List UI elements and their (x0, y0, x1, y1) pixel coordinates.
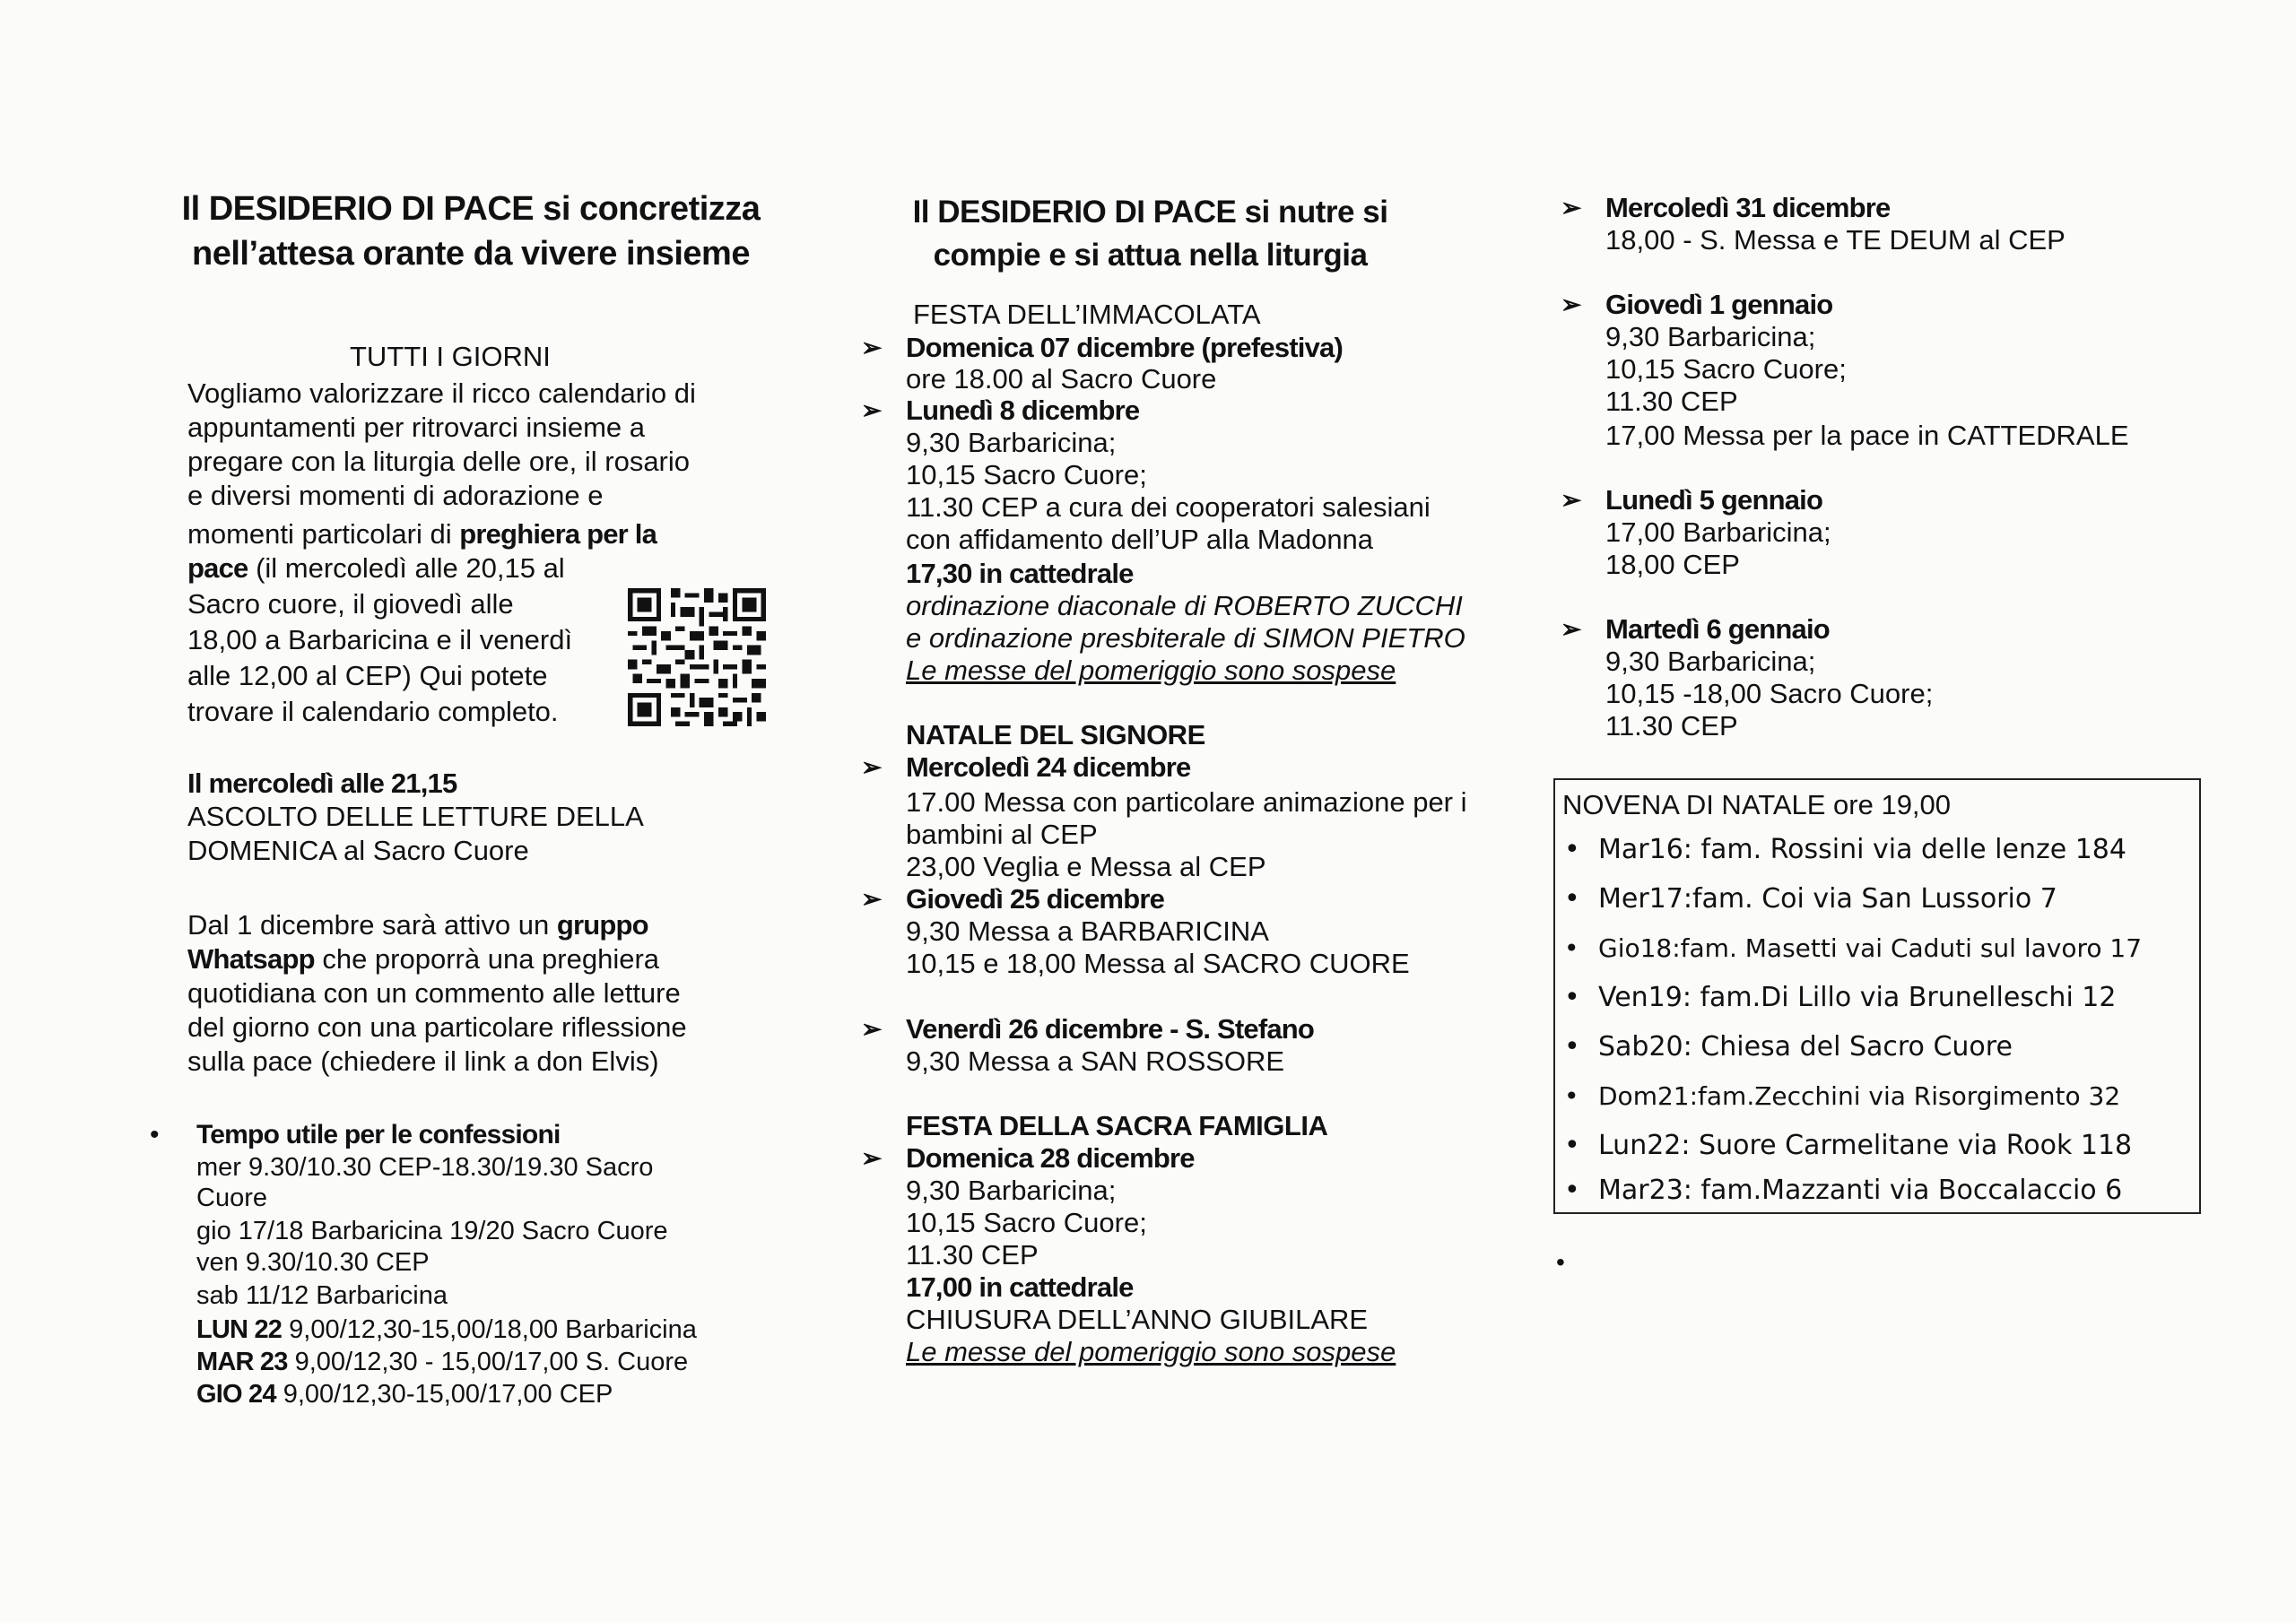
confession-line-1: mer 9.30/10.30 CEP-18.30/19.30 Sacro (196, 1153, 654, 1182)
novena-item (1564, 834, 2126, 866)
whatsapp-group-bold: gruppo (556, 909, 648, 941)
novena-item-text: Dom21:fam.Zecchini via Risorgimento 32 (1598, 1081, 2121, 1111)
daily-line-9: alle 12,00 al CEP) Qui potete (187, 660, 548, 691)
daily-line-5-text: momenti particolari di (187, 518, 460, 550)
holy-family-sunday-label: Domenica 28 dicembre (906, 1142, 1195, 1174)
wednesday-line-2: DOMENICA al Sacro Cuore (187, 835, 529, 866)
daily-line-4: e diversi momenti di adorazione e (187, 480, 604, 511)
christmas-heading: NATALE DEL SIGNORE (906, 719, 1205, 750)
novena-item (1564, 883, 2057, 915)
immacolata-sunday-label: Domenica 07 dicembre (prefestiva) (906, 332, 1344, 363)
jan5-line-1: 17,00 Barbaricina; (1605, 516, 1831, 548)
confession-mar-text: 9,00/12,30 - 15,00/17,00 S. Cuore (287, 1348, 689, 1376)
christmas-wed-line-3: 23,00 Veglia e Messa al CEP (906, 851, 1266, 882)
qr-code-icon[interactable] (628, 588, 766, 726)
immacolata-line-1: 9,30 Barbaricina; (906, 427, 1117, 458)
whatsapp-line-3: quotidiana con un commento alle letture (187, 977, 681, 1009)
christmas-wed-line-1: 17.00 Messa con particolare animazione per i (906, 786, 1467, 818)
novena-item-text: Ven19: fam.Di Lillo via Brunelleschi 12 (1598, 982, 2117, 1013)
santo-stefano-line: 9,30 Messa a SAN ROSSORE (906, 1045, 1285, 1077)
novena-item-text: Gio18:fam. Masetti vai Caduti sul lavoro 17 (1598, 933, 2143, 963)
holy-family-cathedral: 17,00 in cattedrale (906, 1271, 1134, 1303)
daily-heading: TUTTI I GIORNI (350, 341, 551, 372)
daily-line-8: 18,00 a Barbaricina e il venerdì (187, 624, 573, 655)
wednesday-line-1: ASCOLTO DELLE LETTURE DELLA (187, 801, 644, 832)
immacolata-line-2: 10,15 Sacro Cuore; (906, 459, 1147, 490)
confession-bullet-icon: • (150, 1120, 160, 1149)
jan1-label: Giovedì 1 gennaio (1605, 289, 1833, 320)
confession-line-3: gio 17/18 Barbaricina 19/20 Sacro Cuore (196, 1217, 668, 1245)
jan6-line-3: 11.30 CEP (1605, 710, 1738, 742)
novena-item (1564, 932, 2142, 965)
daily-line-3: pregare con la liturgia delle ore, il rosario (187, 446, 691, 477)
immacolata-line-4: con affidamento dell’UP alla Madonna (906, 524, 1374, 555)
arrow-icon: ➢ (1561, 615, 1582, 643)
jan6-label: Martedì 6 gennaio (1605, 613, 1830, 645)
bullet-icon: • (1564, 1130, 1580, 1161)
daily-line-5 (187, 518, 657, 551)
middle-title: Il DESIDERIO DI PACE si nutre si compie e si attua nella liturgia (912, 195, 1388, 273)
jan1-line-4: 17,00 Messa per la pace in CATTEDRALE (1605, 420, 2129, 451)
jan1-line-1: 9,30 Barbaricina; (1605, 321, 1816, 352)
confession-heading: Tempo utile per le confessioni (196, 1120, 561, 1149)
confession-line-4: ven 9.30/10.30 CEP (196, 1248, 430, 1277)
immacolata-line-3: 11.30 CEP a cura dei cooperatori salesiani (906, 491, 1431, 523)
arrow-icon: ➢ (861, 753, 883, 781)
daily-line-10: trovare il calendario completo. (187, 696, 559, 727)
immacolata-cathedral: 17,30 in cattedrale (906, 558, 1134, 589)
holy-family-note: Le messe del pomeriggio sono sospese (906, 1336, 1396, 1367)
holy-family-line-1: 9,30 Barbaricina; (906, 1175, 1117, 1206)
left-title: Il DESIDERIO DI PACE si concretizza nell’attesa orante da vivere insieme (181, 190, 761, 273)
arrow-icon: ➢ (1561, 486, 1582, 514)
whatsapp-line-1-text: Dal 1 dicembre sarà attivo un (187, 909, 557, 941)
bullet-icon: • (1564, 933, 1579, 963)
confession-line-2: Cuore (196, 1184, 267, 1212)
confession-line-lun (196, 1314, 697, 1345)
novena-heading: NOVENA DI NATALE ore 19,00 (1562, 789, 1952, 820)
confession-mar-label: MAR 23 (196, 1348, 288, 1376)
whatsapp-bold: Whatsapp (187, 943, 315, 975)
holy-family-line-2: 10,15 Sacro Cuore; (906, 1207, 1147, 1238)
christmas-wed-line-2: bambini al CEP (906, 819, 1098, 850)
novena-item (1564, 1130, 2132, 1162)
whatsapp-line-2 (187, 943, 659, 976)
confession-line-5: sab 11/12 Barbaricina (196, 1281, 448, 1310)
immacolata-ordination-2: e ordinazione presbiterale di SIMON PIETRO (906, 622, 1465, 654)
daily-line-2: appuntamenti per ritrovarci insieme a (187, 412, 646, 443)
jubilee-closing: CHIUSURA DELL’ANNO GIUBILARE (906, 1304, 1369, 1335)
arrow-icon: ➢ (861, 1015, 883, 1043)
confession-lun-text: 9,00/12,30-15,00/18,00 Barbaricina (282, 1315, 697, 1344)
immacolata-monday-label: Lunedì 8 dicembre (906, 395, 1140, 426)
whatsapp-line-5: sulla pace (chiedere il link a don Elvis) (187, 1045, 659, 1077)
stray-bullet-icon: • (1556, 1248, 1565, 1276)
bullet-icon: • (1564, 834, 1580, 865)
whatsapp-line-4: del giorno con una particolare riflessione (187, 1011, 687, 1043)
immacolata-note: Le messe del pomeriggio sono sospese (906, 655, 1396, 686)
bullet-icon: • (1564, 1081, 1579, 1111)
novena-item (1564, 982, 2117, 1014)
bullet-icon: • (1564, 1031, 1580, 1063)
daily-line-6-text: (il mercoledì alle 20,15 al (248, 552, 565, 584)
bullet-icon: • (1564, 883, 1580, 915)
arrow-icon: ➢ (861, 334, 883, 361)
novena-item (1564, 1031, 2013, 1063)
wednesday-heading: Il mercoledì alle 21,15 (187, 768, 457, 799)
holy-family-heading: FESTA DELLA SACRA FAMIGLIA (906, 1110, 1328, 1141)
jan6-line-1: 9,30 Barbaricina; (1605, 646, 1816, 677)
novena-item-text: Mer17:fam. Coi via San Lussorio 7 (1598, 883, 2057, 915)
jan5-label: Lunedì 5 gennaio (1605, 484, 1823, 516)
novena-item-text: Mar16: fam. Rossini via delle lenze 184 (1598, 834, 2126, 865)
arrow-icon: ➢ (861, 1144, 883, 1172)
confession-gio-label: GIO 24 (196, 1380, 276, 1409)
daily-line-1: Vogliamo valorizzare il ricco calendario di (187, 377, 696, 409)
whatsapp-line-1 (187, 909, 648, 942)
peace-bold: pace (187, 552, 248, 584)
novena-item-text: Mar23: fam.Mazzanti via Boccalaccio 6 (1598, 1175, 2123, 1206)
dec31-label: Mercoledì 31 dicembre (1605, 192, 1891, 223)
jan6-line-2: 10,15 -18,00 Sacro Cuore; (1605, 678, 1934, 709)
jan5-line-2: 18,00 CEP (1605, 549, 1740, 580)
confession-lun-label: LUN 22 (196, 1315, 283, 1344)
holy-family-line-3: 11.30 CEP (906, 1239, 1039, 1271)
christmas-thu-line-1: 9,30 Messa a BARBARICINA (906, 915, 1269, 947)
confession-line-gio (196, 1379, 613, 1409)
novena-item (1564, 1080, 2120, 1113)
daily-line-6 (187, 552, 565, 585)
novena-item (1564, 1175, 2122, 1207)
immacolata-heading: FESTA DELL’IMMACOLATA (913, 299, 1261, 330)
arrow-icon: ➢ (1561, 291, 1582, 318)
christmas-thursday-label: Giovedì 25 dicembre (906, 883, 1165, 915)
jan1-line-3: 11.30 CEP (1605, 386, 1738, 417)
peace-prayer-bold: preghiera per la (459, 518, 657, 550)
novena-box (1553, 778, 2201, 1214)
novena-item-text: Lun22: Suore Carmelitane via Rook 118 (1598, 1130, 2133, 1161)
christmas-thu-line-2: 10,15 e 18,00 Messa al SACRO CUORE (906, 948, 1410, 979)
arrow-icon: ➢ (1561, 194, 1582, 221)
immacolata-sunday-time: ore 18.00 al Sacro Cuore (906, 363, 1217, 395)
novena-item-text: Sab20: Chiesa del Sacro Cuore (1598, 1031, 2013, 1063)
santo-stefano-label: Venerdì 26 dicembre - S. Stefano (906, 1013, 1315, 1045)
bullet-icon: • (1564, 982, 1580, 1013)
confession-gio-text: 9,00/12,30-15,00/17,00 CEP (275, 1380, 613, 1409)
arrow-icon: ➢ (861, 396, 883, 424)
confession-line-mar (196, 1347, 688, 1377)
jan1-line-2: 10,15 Sacro Cuore; (1605, 353, 1847, 385)
whatsapp-line-2-text: che proporrà una preghiera (314, 943, 660, 975)
dec31-line: 18,00 - S. Messa e TE DEUM al CEP (1605, 224, 2066, 256)
arrow-icon: ➢ (861, 885, 883, 913)
christmas-wednesday-label: Mercoledì 24 dicembre (906, 751, 1191, 783)
immacolata-ordination-1: ordinazione diaconale di ROBERTO ZUCCHI (906, 590, 1463, 621)
daily-line-7: Sacro cuore, il giovedì alle (187, 588, 514, 620)
bullet-icon: • (1564, 1175, 1580, 1206)
